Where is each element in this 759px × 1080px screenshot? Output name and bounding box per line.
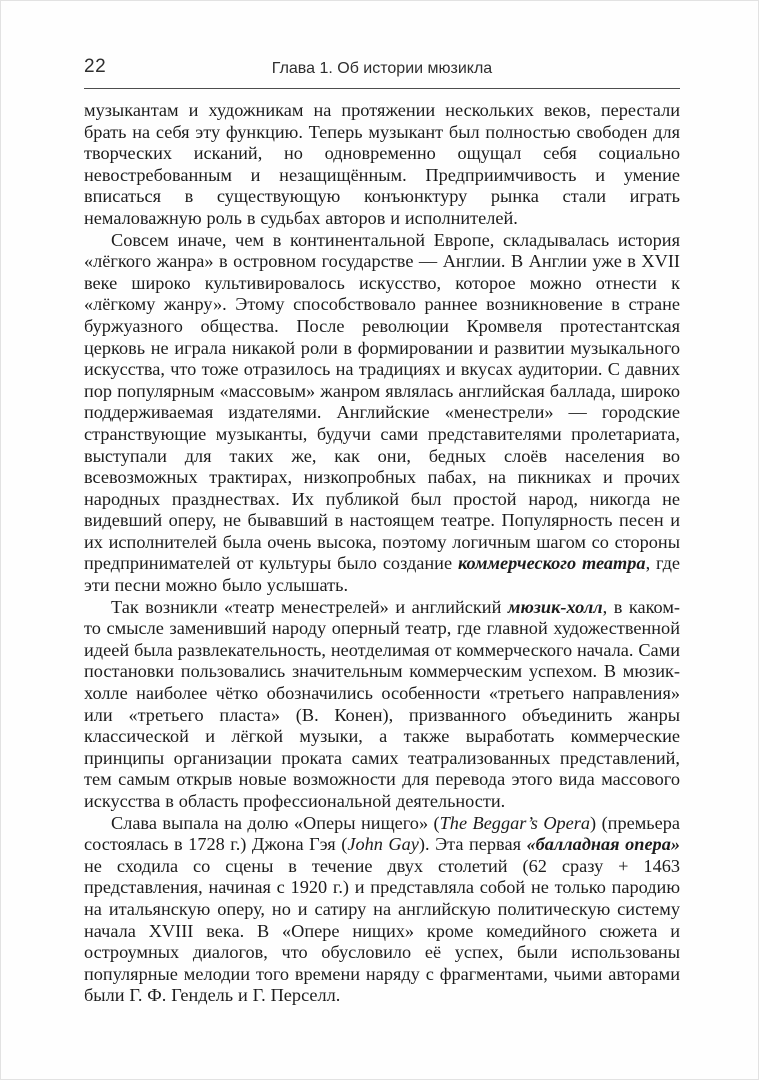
paragraph-3-text-end: , в каком-то смысле заменивший народу оперный театр, где главной художественной идеей была развлекательность, неотделимая от коммерческого начала. Сами постановки пользовались значительным коммерческим успехом. В мюзик-холле наиболее чётко обозначились особенности «третьего направления» или «третьего пласта» (В. Конен), призванного объединить жанры классической и лёгкой музыки, а также выработать коммерческие принципы организации проката самих театрализованных представлений, тем самым открыв новые возможности для перевода этого вида массового искусства в область профессиональной деятельности.	[84, 596, 680, 811]
paragraph-4-text-end: не сходила со сцены в течение двух столетий (62 сразу + 1463 представления, начиная с 1920 г.) и представляла собой не только пародию на итальянскую оперу, но и сатиру на английскую политическую систему начала XVIII века. В «Опере нищих» кроме комедийного сюжета и остроумных диалогов, что обусловило её успех, были использованы популярные мелодии того времени наряду с фрагментами, чьими авторами были Г. Ф. Гендель и Г. Перселл.	[84, 855, 680, 1006]
paragraph-2	[84, 230, 680, 597]
page-header	[84, 55, 680, 79]
paragraph-4-text: Слава выпала на долю «Оперы нищего» (	[111, 812, 440, 833]
paragraph-1	[84, 100, 680, 230]
header-rule	[84, 88, 680, 89]
paragraph-4-genre-emphasis: «балладная опера»	[526, 834, 680, 855]
paragraph-2-text-end: , где эти песни можно было услышать.	[84, 553, 680, 596]
paragraph-2-emphasis: коммерческого театра	[457, 553, 646, 574]
paragraph-4	[84, 813, 680, 1007]
paragraph-4-opera-title: The Beggar’s Opera	[439, 812, 591, 833]
paragraph-3-emphasis: мюзик-холл	[507, 596, 603, 617]
paragraph-4-text-2: ) (премьера состоялась в 1728 г.) Джона Гэя (	[84, 812, 680, 855]
page-number: 22	[84, 56, 107, 77]
paragraph-3	[84, 597, 680, 813]
paragraph-4-author-name: John Gay	[347, 834, 419, 855]
running-header-title: Глава 1. Об истории мюзикла	[271, 60, 493, 77]
page-body	[84, 100, 680, 1030]
paragraph-4-text-3: ). Эта первая	[418, 834, 527, 855]
paragraph-3-text: Так возникли «театр менестрелей» и английский	[111, 596, 508, 617]
paragraph-1-text: музыкантам и художникам на протяжении нескольких веков, перестали брать на себя эту функцию. Теперь музыкант был полностью свободен для творческих исканий, но одновременно ощущал себя социально невостребованным и незащищённым. Предприимчивость и умение вписаться в существующую конъюнктуру рынка стали играть немаловажную роль в судьбах авторов и исполнителей.	[84, 100, 680, 228]
paragraph-2-text: Совсем иначе, чем в континентальной Европе, складывалась история «лёгкого жанра» в островном государстве — Англии. В Англии уже в XVII веке широко культивировалось искусство, которое можно отнести к «лёгкому жанру». Этому способствовало раннее возникновение в стране буржуазного общества. После революции Кромвеля протестантская церковь не играла никакой роли в формировании и развитии музыкального искусства, что тоже отразилось на традициях и вкусах аудитории. С давних пор популярным «массовым» жанром являлась английская баллада, широко поддерживаемая издателями. Английские «менестрели» — городские странствующие музыканты, будучи сами представителями пролетариата, выступали для таких же, как они, бедных слоёв населения во всевозможных трактирах, низкопробных пабах, на пикниках и прочих народных празднествах. Их публикой был простой народ, никогда не видевший оперу, не бывавший в настоящем театре. Популярность песен и их исполнителей была очень высока, поэтому логичным шагом со стороны предпринимателей от культуры было создание	[84, 229, 680, 574]
